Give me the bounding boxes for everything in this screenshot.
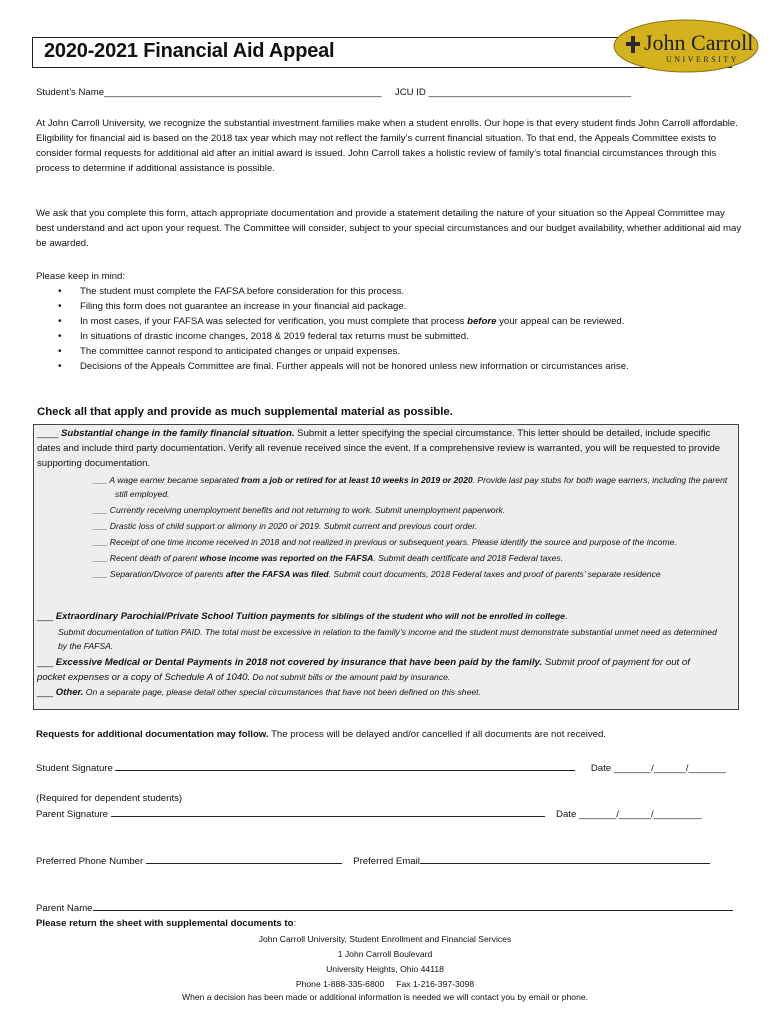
other-title: Other. <box>55 687 84 698</box>
item-checkbox[interactable]: ___ <box>93 475 108 485</box>
item-checkbox[interactable]: ___ <box>93 537 108 547</box>
return-line-1: John Carroll University, Student Enrollment and Financial Services <box>258 934 512 944</box>
list-item: ___ Currently receiving unemployment benefits and not returning to work. Submit unemployment paperwork. <box>93 505 506 515</box>
parent-date-field[interactable]: _______/______/_________ <box>578 809 702 820</box>
parent-date-label: Date <box>556 809 577 820</box>
phone-field[interactable] <box>146 853 342 864</box>
student-signature-row <box>36 760 726 776</box>
parent-name-field[interactable] <box>93 900 733 911</box>
student-date-field[interactable]: _______/______/_______ <box>613 763 726 774</box>
tuition-title: Extraordinary Parochial/Private School Tuition payments <box>55 611 316 622</box>
return-line-5: When a decision has been made or additional information is needed we will contact you by email or phone. <box>181 992 589 1002</box>
substantial-items <box>93 473 733 581</box>
list-item: • The student must complete the FAFSA before consideration for this process. <box>36 284 742 299</box>
item-checkbox[interactable]: ___ <box>93 521 108 531</box>
list-item: ___ A wage earner became separated from a job or retired for at least 10 weeks in 2019 or 2020. Provide last pay stubs for both wage earners, including the parent still employed. <box>93 475 728 499</box>
phone-label: Preferred Phone Number <box>36 856 144 867</box>
logo-subtext: UNIVERSITY <box>666 55 739 64</box>
return-line-3: University Heights, Ohio 44118 <box>326 964 444 974</box>
item-checkbox[interactable]: ___ <box>93 505 108 515</box>
tuition-note: Submit documentation of tuition PAID. The total must be excessive in relation to the family’s income and the student must demonstrate substantial unmet need as determined by the FAFSA. <box>58 627 717 651</box>
logo-text: John Carroll <box>644 30 754 55</box>
tuition-section: ___ Extraordinary Parochial/Private School Tuition payments for siblings of the student who will not be enrolled in college. <box>37 611 568 622</box>
parent-name-label: Parent Name <box>36 903 93 914</box>
student-line <box>36 85 631 100</box>
parent-name-row <box>36 900 733 916</box>
keep-in-mind-list <box>36 284 742 374</box>
email-label: Preferred Email <box>353 856 420 867</box>
substantial-change-checkbox[interactable]: ____ <box>37 428 59 439</box>
list-item: • In situations of drastic income changes, 2018 & 2019 federal tax returns must be submitted. <box>36 329 742 344</box>
required-note: (Required for dependent students) <box>36 793 183 804</box>
list-item: • In most cases, if your FAFSA was selected for verification, you must complete that process before your appeal can be reviewed. <box>36 314 742 329</box>
return-line-2: 1 John Carroll Boulevard <box>337 949 433 959</box>
john-carroll-logo <box>612 18 760 74</box>
contact-row <box>36 853 710 869</box>
list-item: • The committee cannot respond to anticipated changes or unpaid expenses. <box>36 344 742 359</box>
keep-in-mind-label: Please keep in mind: <box>36 271 126 282</box>
other-checkbox[interactable]: ___ <box>37 687 54 698</box>
intro-paragraph-1: At John Carroll University, we recognize the substantial investment families make when a student enrolls. Our hope is that every student finds John Carroll affordable. Eligibility for financial aid is based on the 2018 tax year which may not reflect the family’s current financial situation. To that end, the Appeals Committee exists to consider formal requests for additional aid after an initial award is issued. John Carroll takes a holistic review of family’s total financial circumstances through this process to determine if additional assistance is possible. <box>36 118 738 174</box>
list-item: ___ Recent death of parent whose income was reported on the FAFSA. Submit death certificate and 2018 Federal taxes. <box>93 553 564 563</box>
student-name-label: Student’s Name <box>36 87 105 98</box>
student-signature-label: Student Signature <box>36 763 113 774</box>
parent-signature-row <box>36 806 702 822</box>
medical-section: ___ Excessive Medical or Dental Payments in 2018 not covered by insurance that have been paid by the family. Submit proof of payment for out of pocket expenses or a copy of Schedule A of 1040. Do not submit bills or the amount paid by insurance. <box>37 657 690 683</box>
list-item: • Decisions of the Appeals Committee are final. Further appeals will not be honored unless new information or circumstances arise. <box>36 359 742 374</box>
other-section: ___ Other. On a separate page, please detail other special circumstances that have not been defined on this sheet. <box>37 687 481 698</box>
student-name-field[interactable]: ____________________________________________________ <box>104 87 382 98</box>
requests-note: Requests for additional documentation may follow. The process will be delayed and/or cancelled if all documents are not received. <box>36 729 606 740</box>
list-item: ___ Separation/Divorce of parents after the FAFSA was filed. Submit court documents, 2018 Federal taxes and proof of parents’ separate residence <box>93 569 661 579</box>
item-checkbox[interactable]: ___ <box>93 569 108 579</box>
keep-in-mind <box>36 269 742 374</box>
email-field[interactable] <box>420 853 710 864</box>
intro-paragraph-2: We ask that you complete this form, attach appropriate documentation and provide a statement detailing the nature of your situation so the Appeal Committee may best understand and act upon your request. The Committee will consider, subject to your special circumstances and our budget availability, whether additional aid may be awarded. <box>36 208 742 249</box>
substantial-change-text: Submit a letter specifying the special circumstance. This letter should be detailed, include specific dates and include third party documentation. Verify all revenue received since the event. If a comprehensive review is warranted, you will be requested to provide supporting documentation. <box>37 428 721 469</box>
list-item: • Filing this form does not guarantee an increase in your financial aid package. <box>36 299 742 314</box>
parent-signature-label: Parent Signature <box>36 809 108 820</box>
check-heading: Check all that apply and provide as much supplemental material as possible. <box>37 406 453 418</box>
student-signature-field[interactable] <box>115 760 575 771</box>
substantial-change-section <box>37 426 735 471</box>
parent-signature-field[interactable] <box>111 806 545 817</box>
jcu-id-field[interactable]: ______________________________________ <box>428 87 632 98</box>
list-item: ___ Receipt of one time income received in 2018 and not realized in previous or subsequent years. Please identify the source and purpose of the income. <box>93 537 677 547</box>
medical-title: Excessive Medical or Dental Payments in 2018 not covered by insurance that have been paid by the family. <box>55 657 543 668</box>
page-title: 2020-2021 Financial Aid Appeal <box>44 40 335 62</box>
medical-checkbox[interactable]: ___ <box>37 657 54 668</box>
jcu-id-label: JCU ID <box>394 87 426 98</box>
tuition-checkbox[interactable]: ___ <box>37 611 54 622</box>
return-heading: Please return the sheet with supplemental documents to: <box>36 918 297 929</box>
student-date-label: Date <box>590 763 612 774</box>
list-item: ___ Drastic loss of child support or alimony in 2020 or 2019. Submit current and previous court order. <box>93 521 478 531</box>
return-line-4: Phone 1-888-335-6800 Fax 1-216-397-3098 <box>295 979 475 989</box>
item-checkbox[interactable]: ___ <box>93 553 108 563</box>
substantial-change-title: Substantial change in the family financial situation. <box>61 428 295 439</box>
